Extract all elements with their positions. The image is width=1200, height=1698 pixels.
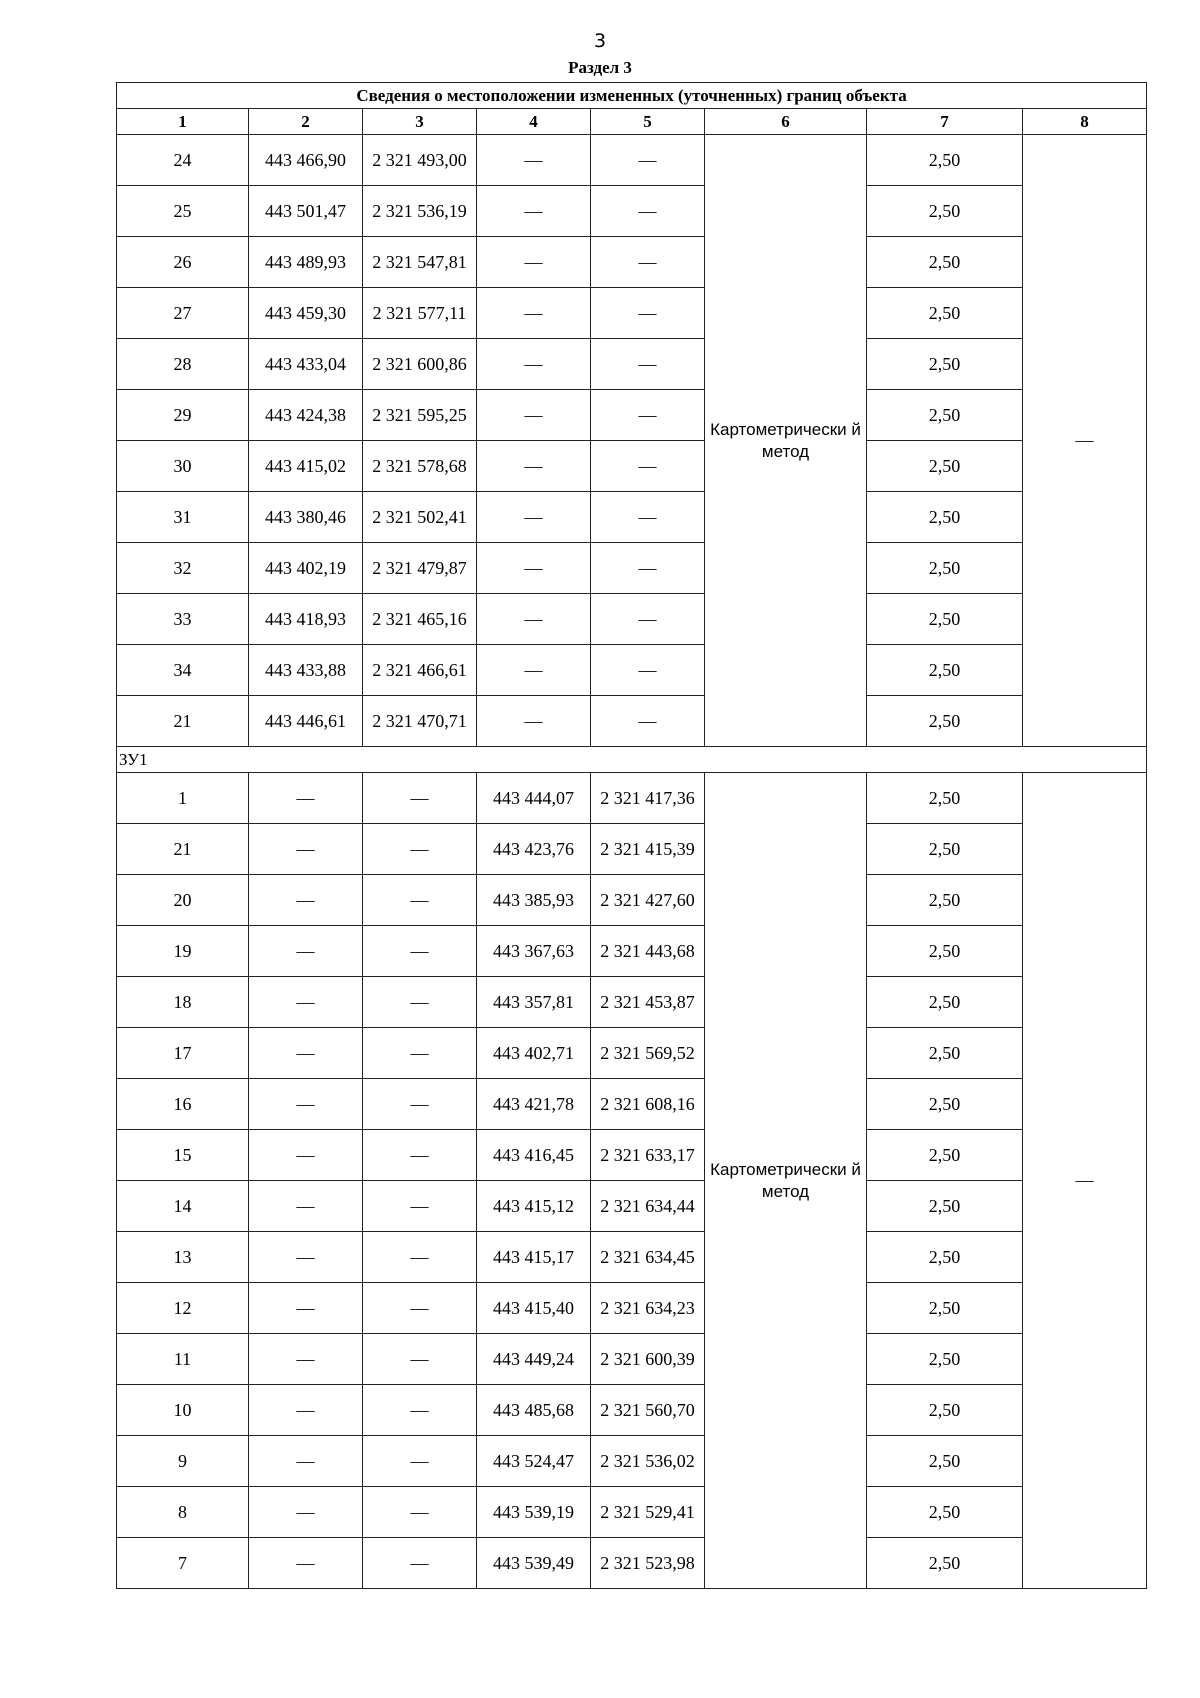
coordinate-cell: —: [477, 594, 591, 645]
coordinate-cell: 443 466,90: [249, 135, 363, 186]
table-row: [117, 441, 1147, 492]
point-number-cell: 32: [117, 543, 249, 594]
coordinate-cell: —: [249, 824, 363, 875]
coordinate-cell: —: [249, 1385, 363, 1436]
coordinate-cell: —: [363, 1334, 477, 1385]
coordinate-cell: —: [591, 594, 705, 645]
accuracy-cell: 2,50: [867, 1487, 1023, 1538]
table-row: [117, 1538, 1147, 1589]
coordinate-cell: —: [363, 977, 477, 1028]
accuracy-cell: 2,50: [867, 1130, 1023, 1181]
column-number: 8: [1023, 109, 1147, 135]
coordinate-cell: 443 485,68: [477, 1385, 591, 1436]
column-number: 3: [363, 109, 477, 135]
table-row: [117, 645, 1147, 696]
coordinate-cell: 2 321 634,44: [591, 1181, 705, 1232]
coordinate-cell: 2 321 523,98: [591, 1538, 705, 1589]
coordinate-cell: —: [249, 1436, 363, 1487]
coordinate-cell: 2 321 479,87: [363, 543, 477, 594]
accuracy-cell: 2,50: [867, 875, 1023, 926]
point-number-cell: 27: [117, 288, 249, 339]
table-row: [117, 492, 1147, 543]
coordinate-cell: —: [591, 543, 705, 594]
coordinate-cell: —: [591, 135, 705, 186]
coordinate-cell: 443 444,07: [477, 773, 591, 824]
table-row: [117, 875, 1147, 926]
table-row: [117, 824, 1147, 875]
coordinate-cell: 443 446,61: [249, 696, 363, 747]
accuracy-cell: 2,50: [867, 288, 1023, 339]
coordinate-cell: —: [591, 492, 705, 543]
method-cell: Картометрически й метод: [705, 773, 867, 1589]
accuracy-cell: 2,50: [867, 1334, 1023, 1385]
table-row: [117, 594, 1147, 645]
coordinate-cell: —: [363, 1436, 477, 1487]
point-number-cell: 20: [117, 875, 249, 926]
accuracy-cell: 2,50: [867, 773, 1023, 824]
accuracy-cell: 2,50: [867, 1283, 1023, 1334]
coordinate-cell: —: [249, 1130, 363, 1181]
coordinate-cell: —: [591, 441, 705, 492]
coordinate-cell: 2 321 547,81: [363, 237, 477, 288]
coordinate-cell: 2 321 465,16: [363, 594, 477, 645]
coordinate-cell: —: [477, 441, 591, 492]
table-row: [117, 1028, 1147, 1079]
table-row: [117, 773, 1147, 824]
coordinate-cell: 443 524,47: [477, 1436, 591, 1487]
coordinate-cell: —: [477, 237, 591, 288]
accuracy-cell: 2,50: [867, 186, 1023, 237]
coordinate-cell: —: [477, 390, 591, 441]
coordinate-cell: 2 321 595,25: [363, 390, 477, 441]
table-row: [117, 135, 1147, 186]
coordinate-cell: 2 321 427,60: [591, 875, 705, 926]
accuracy-cell: 2,50: [867, 1232, 1023, 1283]
coordinate-cell: —: [477, 645, 591, 696]
coordinate-cell: 443 459,30: [249, 288, 363, 339]
coordinate-cell: 443 423,76: [477, 824, 591, 875]
coordinate-cell: —: [591, 237, 705, 288]
column-number: 2: [249, 109, 363, 135]
coordinate-cell: 2 321 578,68: [363, 441, 477, 492]
coordinate-cell: —: [363, 926, 477, 977]
coordinate-cell: —: [591, 339, 705, 390]
point-number-cell: 18: [117, 977, 249, 1028]
accuracy-cell: 2,50: [867, 926, 1023, 977]
column-8-cell: —: [1023, 773, 1147, 1589]
accuracy-cell: 2,50: [867, 1538, 1023, 1589]
coordinate-cell: 2 321 417,36: [591, 773, 705, 824]
table-row: [117, 1334, 1147, 1385]
coordinate-cell: —: [591, 390, 705, 441]
point-number-cell: 1: [117, 773, 249, 824]
coordinate-cell: —: [363, 824, 477, 875]
accuracy-cell: 2,50: [867, 543, 1023, 594]
coordinate-cell: —: [249, 1538, 363, 1589]
accuracy-cell: 2,50: [867, 135, 1023, 186]
coordinate-cell: —: [477, 696, 591, 747]
point-number-cell: 21: [117, 696, 249, 747]
coordinate-cell: 443 357,81: [477, 977, 591, 1028]
accuracy-cell: 2,50: [867, 390, 1023, 441]
coordinate-cell: —: [363, 1181, 477, 1232]
coordinate-cell: —: [477, 339, 591, 390]
point-number-cell: 19: [117, 926, 249, 977]
group-label: ЗУ1: [117, 747, 1147, 773]
accuracy-cell: 2,50: [867, 1028, 1023, 1079]
coordinate-cell: —: [363, 1028, 477, 1079]
group-row: [117, 747, 1147, 773]
table-row: [117, 390, 1147, 441]
coordinate-cell: 443 415,17: [477, 1232, 591, 1283]
coordinate-cell: —: [249, 1283, 363, 1334]
table-row: [117, 1130, 1147, 1181]
point-number-cell: 11: [117, 1334, 249, 1385]
coordinate-cell: —: [477, 288, 591, 339]
point-number-cell: 30: [117, 441, 249, 492]
coordinate-cell: 443 539,49: [477, 1538, 591, 1589]
table-row: [117, 339, 1147, 390]
coordinate-cell: 443 449,24: [477, 1334, 591, 1385]
table-row: [117, 1283, 1147, 1334]
point-number-cell: 7: [117, 1538, 249, 1589]
table-row: [117, 288, 1147, 339]
point-number-cell: 25: [117, 186, 249, 237]
coordinate-cell: 2 321 443,68: [591, 926, 705, 977]
coordinate-cell: 443 402,71: [477, 1028, 591, 1079]
point-number-cell: 34: [117, 645, 249, 696]
coordinate-cell: —: [249, 1181, 363, 1232]
coordinate-cell: 2 321 466,61: [363, 645, 477, 696]
column-number: 4: [477, 109, 591, 135]
method-cell: Картометрически й метод: [705, 135, 867, 747]
accuracy-cell: 2,50: [867, 1436, 1023, 1487]
coordinate-cell: 443 415,12: [477, 1181, 591, 1232]
coordinate-cell: —: [249, 1334, 363, 1385]
table-row: [117, 926, 1147, 977]
point-number-cell: 17: [117, 1028, 249, 1079]
coordinate-cell: —: [363, 1538, 477, 1589]
coordinate-cell: —: [249, 1028, 363, 1079]
coordinate-cell: 443 380,46: [249, 492, 363, 543]
accuracy-cell: 2,50: [867, 824, 1023, 875]
coordinate-cell: 2 321 634,23: [591, 1283, 705, 1334]
point-number-cell: 15: [117, 1130, 249, 1181]
coordinate-cell: —: [249, 926, 363, 977]
coordinate-cell: 2 321 600,39: [591, 1334, 705, 1385]
accuracy-cell: 2,50: [867, 696, 1023, 747]
coordinate-cell: 2 321 608,16: [591, 1079, 705, 1130]
point-number-cell: 10: [117, 1385, 249, 1436]
coordinate-cell: —: [249, 1487, 363, 1538]
coordinate-cell: —: [363, 1487, 477, 1538]
accuracy-cell: 2,50: [867, 1079, 1023, 1130]
coordinate-cell: —: [477, 135, 591, 186]
coordinate-cell: —: [249, 875, 363, 926]
page-number: 3: [593, 30, 607, 52]
coordinate-cell: 2 321 536,02: [591, 1436, 705, 1487]
coordinate-cell: —: [591, 696, 705, 747]
table-row: [117, 1385, 1147, 1436]
table-row: [117, 186, 1147, 237]
coordinate-cell: 2 321 529,41: [591, 1487, 705, 1538]
coordinate-cell: 2 321 453,87: [591, 977, 705, 1028]
coordinate-cell: —: [363, 1385, 477, 1436]
coordinate-cell: 443 489,93: [249, 237, 363, 288]
coordinate-cell: 2 321 560,70: [591, 1385, 705, 1436]
coordinate-cell: —: [363, 1130, 477, 1181]
point-number-cell: 12: [117, 1283, 249, 1334]
coordinate-cell: —: [591, 645, 705, 696]
point-number-cell: 13: [117, 1232, 249, 1283]
table-row: [117, 543, 1147, 594]
accuracy-cell: 2,50: [867, 645, 1023, 696]
table-caption: Сведения о местоположении измененных (уточненных) границ объекта: [117, 83, 1147, 109]
coordinate-cell: 443 402,19: [249, 543, 363, 594]
coordinate-cell: —: [363, 773, 477, 824]
coordinate-cell: 2 321 536,19: [363, 186, 477, 237]
table-row: [117, 696, 1147, 747]
accuracy-cell: 2,50: [867, 1181, 1023, 1232]
coordinate-cell: —: [249, 773, 363, 824]
accuracy-cell: 2,50: [867, 594, 1023, 645]
accuracy-cell: 2,50: [867, 441, 1023, 492]
coordinate-cell: 443 385,93: [477, 875, 591, 926]
coordinate-cell: —: [363, 1283, 477, 1334]
point-number-cell: 14: [117, 1181, 249, 1232]
coordinate-cell: —: [477, 543, 591, 594]
coordinate-cell: 2 321 470,71: [363, 696, 477, 747]
coordinate-cell: 2 321 600,86: [363, 339, 477, 390]
coordinate-cell: 443 433,88: [249, 645, 363, 696]
accuracy-cell: 2,50: [867, 977, 1023, 1028]
point-number-cell: 16: [117, 1079, 249, 1130]
point-number-cell: 29: [117, 390, 249, 441]
accuracy-cell: 2,50: [867, 339, 1023, 390]
coordinate-cell: 2 321 577,11: [363, 288, 477, 339]
point-number-cell: 31: [117, 492, 249, 543]
column-number: 6: [705, 109, 867, 135]
point-number-cell: 9: [117, 1436, 249, 1487]
table-row: [117, 977, 1147, 1028]
column-number: 7: [867, 109, 1023, 135]
point-number-cell: 24: [117, 135, 249, 186]
accuracy-cell: 2,50: [867, 237, 1023, 288]
point-number-cell: 26: [117, 237, 249, 288]
coordinate-cell: 443 424,38: [249, 390, 363, 441]
point-number-cell: 33: [117, 594, 249, 645]
accuracy-cell: 2,50: [867, 1385, 1023, 1436]
point-number-cell: 21: [117, 824, 249, 875]
coordinate-cell: 443 418,93: [249, 594, 363, 645]
coordinate-cell: 443 367,63: [477, 926, 591, 977]
section-title: Раздел 3: [568, 58, 632, 77]
coordinate-cell: 443 421,78: [477, 1079, 591, 1130]
coordinate-cell: 443 539,19: [477, 1487, 591, 1538]
coordinate-cell: —: [591, 288, 705, 339]
coordinate-cell: —: [249, 1079, 363, 1130]
table-row: [117, 1181, 1147, 1232]
coordinate-cell: 443 501,47: [249, 186, 363, 237]
coordinate-cell: 443 415,02: [249, 441, 363, 492]
coordinate-cell: —: [363, 875, 477, 926]
boundary-coordinates-table: [116, 82, 1147, 1589]
coordinate-cell: 2 321 634,45: [591, 1232, 705, 1283]
coordinate-cell: 2 321 569,52: [591, 1028, 705, 1079]
table-row: [117, 1436, 1147, 1487]
coordinate-cell: —: [591, 186, 705, 237]
coordinate-cell: —: [477, 492, 591, 543]
column-number: 1: [117, 109, 249, 135]
coordinate-cell: 2 321 415,39: [591, 824, 705, 875]
coordinate-cell: 2 321 493,00: [363, 135, 477, 186]
coordinate-cell: —: [249, 977, 363, 1028]
column-8-cell: —: [1023, 135, 1147, 747]
table-row: [117, 1079, 1147, 1130]
coordinate-cell: 2 321 633,17: [591, 1130, 705, 1181]
table-row: [117, 237, 1147, 288]
table-row: [117, 1232, 1147, 1283]
point-number-cell: 8: [117, 1487, 249, 1538]
coordinate-cell: 443 433,04: [249, 339, 363, 390]
column-number: 5: [591, 109, 705, 135]
accuracy-cell: 2,50: [867, 492, 1023, 543]
coordinate-cell: 443 416,45: [477, 1130, 591, 1181]
coordinate-cell: 443 415,40: [477, 1283, 591, 1334]
coordinate-cell: —: [363, 1232, 477, 1283]
table-row: [117, 1487, 1147, 1538]
coordinate-cell: 2 321 502,41: [363, 492, 477, 543]
point-number-cell: 28: [117, 339, 249, 390]
coordinate-cell: —: [363, 1079, 477, 1130]
coordinate-cell: —: [477, 186, 591, 237]
coordinate-cell: —: [249, 1232, 363, 1283]
